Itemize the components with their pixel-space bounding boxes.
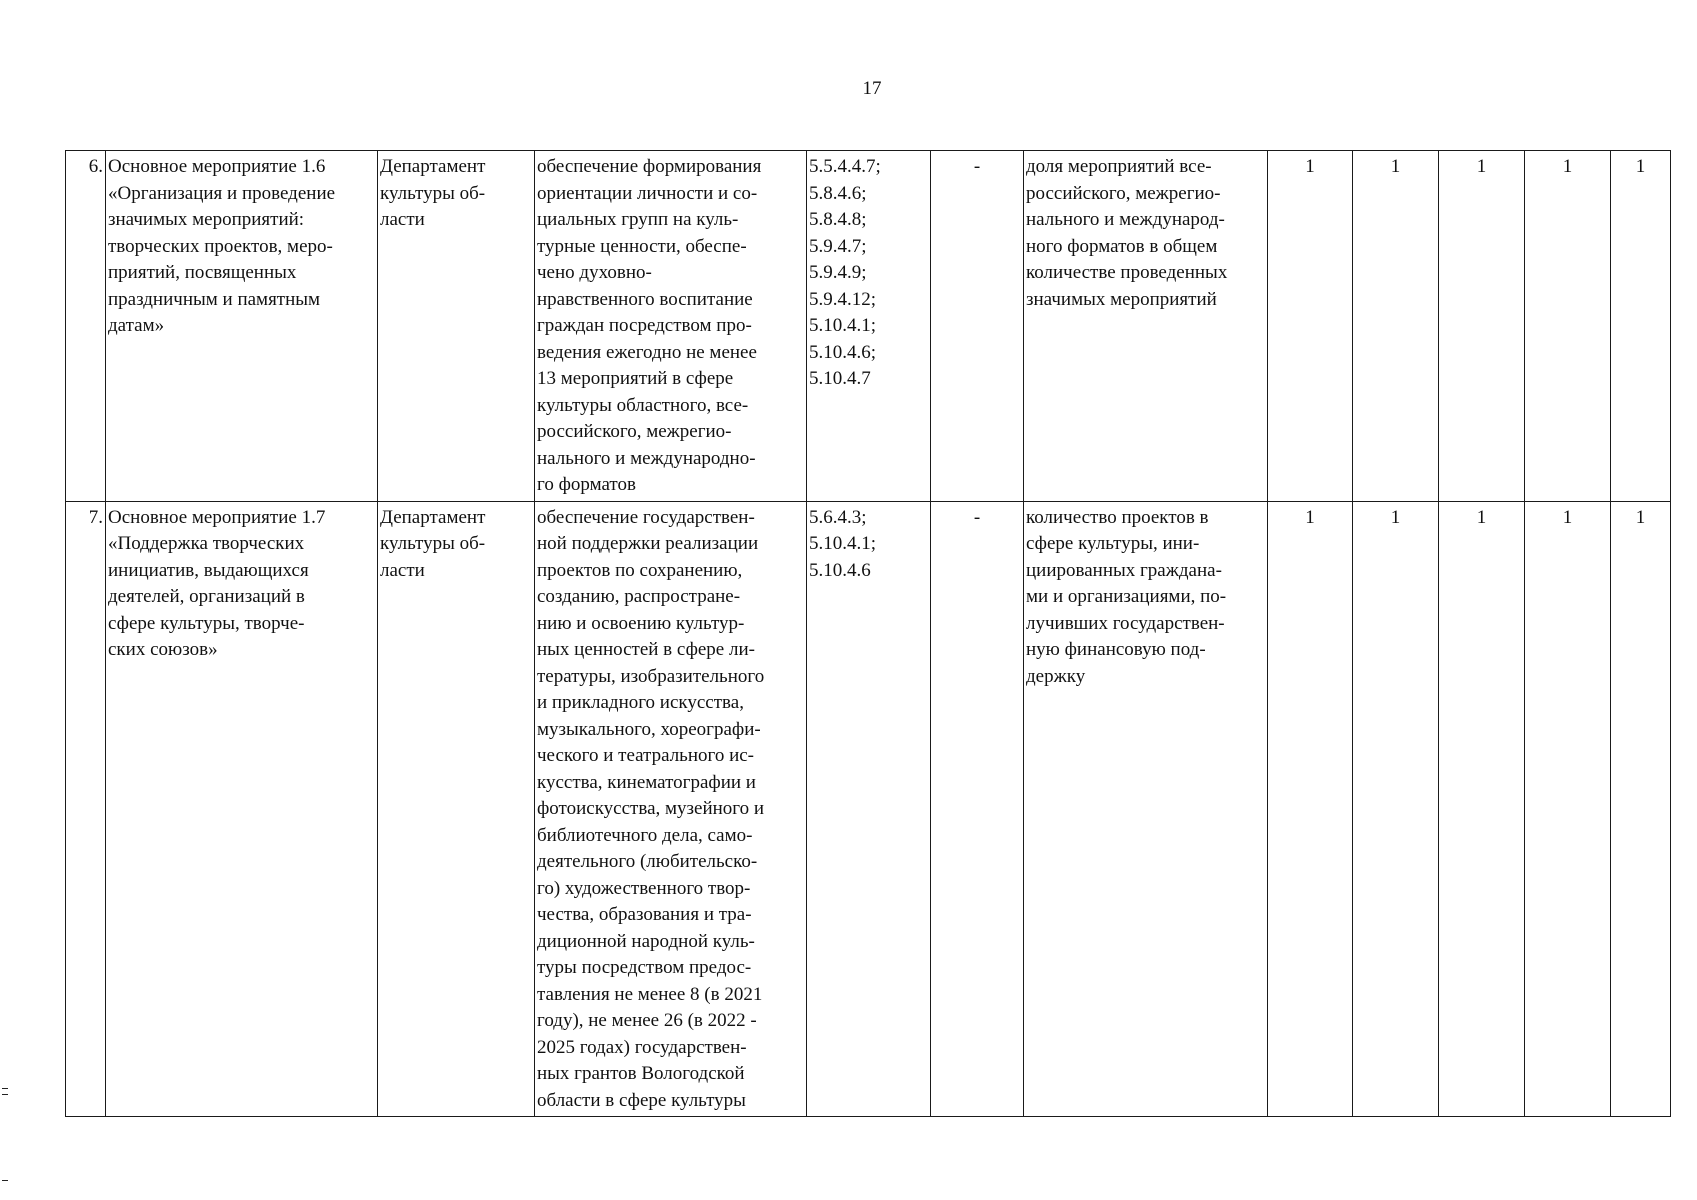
event-name: Основное мероприятие 1.7 «Поддержка творческих инициатив, выдающихся деятелей, организаций в сфере культуры, творче- ских союзов» — [106, 501, 378, 1117]
indicator: доля мероприятий все- российского, межрегио- нального и международ- ного форматов в общем количестве проведенных значимых мероприятий — [1024, 151, 1268, 502]
table-row — [66, 501, 1671, 1117]
value-cell: 1 — [1525, 151, 1611, 502]
dash-cell: - — [931, 151, 1024, 502]
events-table — [65, 150, 1671, 1117]
scan-mark — [2, 1180, 8, 1181]
value-cell: 1 — [1439, 501, 1525, 1117]
value-cell: 1 — [1525, 501, 1611, 1117]
table-row — [66, 151, 1671, 502]
scan-mark — [2, 1094, 8, 1095]
scan-mark — [2, 1088, 8, 1089]
executor: Департамент культуры об- ласти — [378, 151, 535, 502]
page-number: 17 — [862, 78, 882, 99]
value-cell: 1 — [1353, 501, 1439, 1117]
row-number: 7. — [66, 501, 106, 1117]
strategy-codes: 5.6.4.3; 5.10.4.1; 5.10.4.6 — [807, 501, 931, 1117]
row-number: 6. — [66, 151, 106, 502]
value-cell: 1 — [1611, 501, 1671, 1117]
executor: Департамент культуры об- ласти — [378, 501, 535, 1117]
value-cell: 1 — [1611, 151, 1671, 502]
value-cell: 1 — [1268, 501, 1353, 1117]
value-cell: 1 — [1268, 151, 1353, 502]
strategy-codes: 5.5.4.4.7; 5.8.4.6; 5.8.4.8; 5.9.4.7; 5.9.4.9; 5.9.4.12; 5.10.4.1; 5.10.4.6; 5.10.4.7 — [807, 151, 931, 502]
value-cell: 1 — [1353, 151, 1439, 502]
value-cell: 1 — [1439, 151, 1525, 502]
expected-result: обеспечение государствен- ной поддержки реализации проектов по сохранению, созданию, распростране- нию и освоению культур- ных ценностей в сфере ли- тературы, изобразительного и прикладного искусства, музыкального, хореографи- ческого и театрального ис- кусства, кинематографии и фотоискусства, музейного и библиотечного дела, само- деятельного (любительско- го) художественного твор- чества, образования и тра- диционной народной куль- туры посредством предос- тавления не менее 8 (в 2021 году), не менее 26 (в 2022 - 2025 годах) государствен- ных грантов Вологодской области в сфере культуры — [535, 501, 807, 1117]
expected-result: обеспечение формирования ориентации личности и со- циальных групп на куль- турные ценности, обеспе- чено духовно- нравственного воспитание граждан посредством про- ведения ежегодно не менее 13 мероприятий в сфере культуры областного, все- российского, межрегио- нального и международно- го форматов — [535, 151, 807, 502]
dash-cell: - — [931, 501, 1024, 1117]
indicator: количество проектов в сфере культуры, ини- циированных граждана- ми и организациями, по- лучивших государствен- ную финансовую под- держку — [1024, 501, 1268, 1117]
event-name: Основное мероприятие 1.6 «Организация и проведение значимых мероприятий: творческих проектов, меро- приятий, посвященных праздничным и памятным датам» — [106, 151, 378, 502]
